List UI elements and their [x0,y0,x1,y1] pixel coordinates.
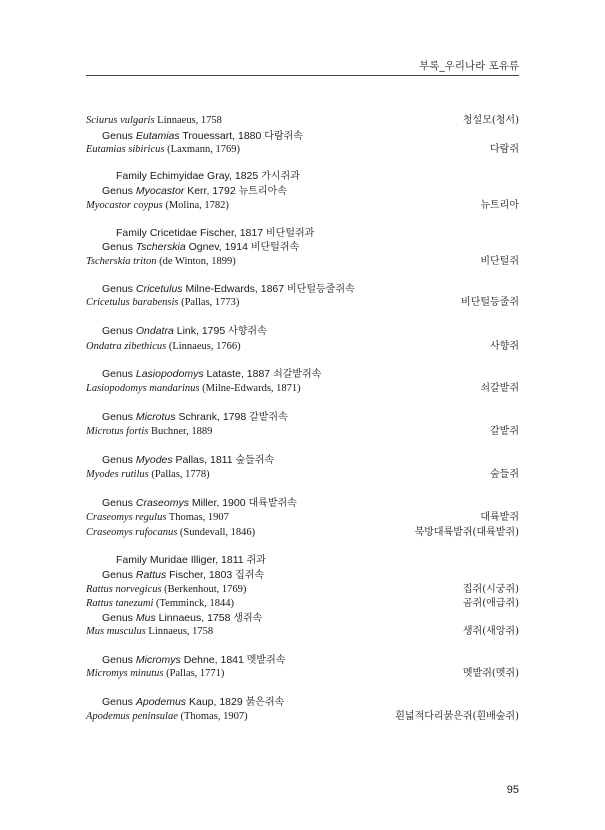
genus-name: Eutamias [135,130,180,142]
species-name: Tscherskia triton [86,256,157,267]
genus-name: Apodemus [135,696,187,708]
family-author: Illiger, 1811 [187,554,247,566]
species-korean-name: 흰넓적다리붉은쥐(흰배숲쥐) [395,711,519,722]
species-name: Cricetulus barabensis [86,297,179,308]
species-name: Eutamias sibiricus [86,144,165,155]
species-author: (Laxmann, 1769) [164,144,240,155]
genus-author: Ognev, 1914 [185,241,251,253]
species-korean-name: 대륙밭쥐 [480,512,519,523]
genus-heading [86,496,519,510]
rank-label: Genus [102,454,136,466]
species-korean-name: 비단털쥐 [480,256,519,267]
species-korean-name: 청설모(청서) [462,115,519,126]
species-author: Linnaeus, 1758 [154,115,222,126]
rank-label: Genus [102,654,136,666]
family-korean-name: 비단털쥐과 [266,228,315,239]
species-korean-name: 숲들쥐 [490,469,519,480]
genus-name: Rattus [135,569,167,581]
genus-author: Dehne, 1841 [180,654,247,666]
family-heading [86,226,519,240]
genus-author: Miller, 1900 [188,497,249,509]
genus-name: Tscherskia [135,241,186,253]
species-author: (Pallas, 1773) [178,297,240,308]
species-korean-name: 사향쥐 [490,341,519,352]
genus-name: Myocastor [135,185,185,197]
genus-heading [86,367,519,381]
rank-label: Genus [102,411,136,423]
family-name: Cricetidae [149,227,198,239]
family-author: Gray, 1825 [204,170,262,182]
rank-label: Family [116,170,150,182]
genus-korean-name: 쇠갈밭쥐속 [273,369,322,380]
species-korean-name: 쇠갈밭쥐 [480,383,519,394]
species-line [86,710,519,724]
species-name: Sciurus vulgaris [86,115,155,126]
genus-author: Milne-Edwards, 1867 [182,283,288,295]
genus-author: Linnaeus, 1758 [155,612,234,624]
rank-label: Genus [102,696,136,708]
rank-label: Genus [102,612,136,624]
genus-name: Mus [135,612,156,624]
rank-label: Family [116,227,150,239]
species-line [86,583,519,597]
species-line [86,526,519,540]
rank-label: Genus [102,185,136,197]
species-author: (Sundevall, 1846) [177,527,256,538]
species-line [86,382,519,396]
species-author: (Pallas, 1771) [163,668,225,679]
genus-name: Cricetulus [135,283,183,295]
rank-label: Genus [102,368,136,380]
species-korean-name: 집쥐(시궁쥐) [462,584,519,595]
genus-korean-name: 비단털등줄쥐속 [287,284,355,295]
running-header [86,58,519,74]
genus-author: Kerr, 1792 [184,185,239,197]
species-line [86,114,519,128]
species-name: Craseomys regulus [86,512,167,523]
genus-name: Micromys [135,654,181,666]
species-korean-name: 다람쥐 [490,144,519,155]
genus-name: Craseomys [135,497,189,509]
species-korean-name: 북방대륙밭쥐(대륙밭쥐) [414,527,519,538]
species-korean-name: 뉴트리아 [480,200,519,211]
species-korean-name: 생쥐(새앙쥐) [462,626,519,637]
genus-heading [86,410,519,424]
species-author: (Pallas, 1778) [148,469,210,480]
genus-heading [86,184,519,198]
genus-heading [86,695,519,709]
species-name: Rattus norvegicus [86,584,162,595]
genus-heading [86,240,519,254]
species-line [86,425,519,439]
species-author: (Milne-Edwards, 1871) [199,383,301,394]
species-author: (Linnaeus, 1766) [166,341,241,352]
species-author: (Temminck, 1844) [153,598,234,609]
species-line [86,597,519,611]
genus-author: Pallas, 1811 [172,454,236,466]
species-name: Myodes rutilus [86,469,149,480]
rank-label: Family [116,554,150,566]
species-line [86,143,519,157]
genus-korean-name: 갈밭쥐속 [249,412,288,423]
genus-korean-name: 비단털쥐속 [250,242,300,253]
species-author: (Thomas, 1907) [177,711,248,722]
species-line [86,625,519,639]
species-author: Thomas, 1907 [166,512,229,523]
species-korean-name: 비단털등줄쥐 [461,297,519,308]
genus-author: Lataste, 1887 [203,368,274,380]
species-name: Microtus fortis [86,426,149,437]
page-number: 95 [506,784,519,796]
genus-author: Kaup, 1829 [186,696,246,708]
species-name: Craseomys rufocanus [86,527,178,538]
species-author: (Berkenhout, 1769) [161,584,247,595]
genus-korean-name: 다람쥐속 [264,131,303,142]
family-korean-name: 쥐과 [246,555,266,566]
species-name: Myocastor coypus [86,200,163,211]
species-line [86,511,519,525]
family-name: Muridae [149,554,188,566]
genus-author: Link, 1795 [173,325,229,337]
rank-label: Genus [102,497,136,509]
genus-heading [86,324,519,338]
genus-heading [86,129,519,143]
rank-label: Genus [102,283,136,295]
genus-korean-name: 숲들쥐속 [235,455,275,466]
species-korean-name: 갈밭쥐 [490,426,519,437]
species-name: Mus musculus [86,626,146,637]
species-author: (Molina, 1782) [162,200,229,211]
family-korean-name: 가시쥐과 [261,171,300,182]
species-author: Linnaeus, 1758 [145,626,214,637]
genus-korean-name: 집쥐속 [235,570,265,581]
species-line [86,340,519,354]
genus-korean-name: 생쥐속 [233,613,263,624]
family-heading [86,553,519,567]
species-author: Buchner, 1889 [148,426,213,437]
genus-korean-name: 뉴트리아속 [238,186,287,197]
species-author: (de Winton, 1899) [156,256,236,267]
genus-name: Myodes [135,454,173,466]
genus-heading [86,282,519,296]
genus-name: Lasiopodomys [135,368,204,380]
genus-korean-name: 멧밭쥐속 [246,655,286,666]
species-korean-name: 곰쥐(애급쥐) [462,598,519,609]
species-line [86,667,519,681]
genus-heading [86,611,519,625]
family-author: Fischer, 1817 [197,227,266,239]
species-name: Apodemus peninsulae [86,711,178,722]
species-name: Rattus tanezumi [86,598,154,609]
species-line [86,468,519,482]
species-line [86,199,519,213]
species-korean-name: 멧밭쥐(멧쥐) [462,668,519,679]
genus-author: Trouessart, 1880 [179,130,265,142]
species-name: Micromys minutus [86,668,164,679]
genus-author: Schrank, 1798 [175,411,250,423]
species-name: Ondatra zibethicus [86,341,167,352]
genus-name: Ondatra [135,325,174,337]
genus-korean-name: 사향쥐속 [228,326,267,337]
genus-heading [86,453,519,467]
species-name: Lasiopodomys mandarinus [86,383,200,394]
family-heading [86,169,519,183]
genus-korean-name: 대륙밭쥐속 [248,498,297,509]
rank-label: Genus [102,569,136,581]
header-rule [86,75,519,76]
genus-korean-name: 붉은쥐속 [245,697,285,708]
genus-author: Fischer, 1803 [166,569,236,581]
family-name: Echimyidae [149,170,205,182]
species-line [86,255,519,269]
genus-heading [86,653,519,667]
species-line [86,296,519,310]
rank-label: Genus [102,130,136,142]
running-header-title: 부록_우리나라 포유류 [419,60,519,72]
rank-label: Genus [102,325,136,337]
rank-label: Genus [102,241,136,253]
genus-heading [86,568,519,582]
genus-name: Microtus [135,411,176,423]
